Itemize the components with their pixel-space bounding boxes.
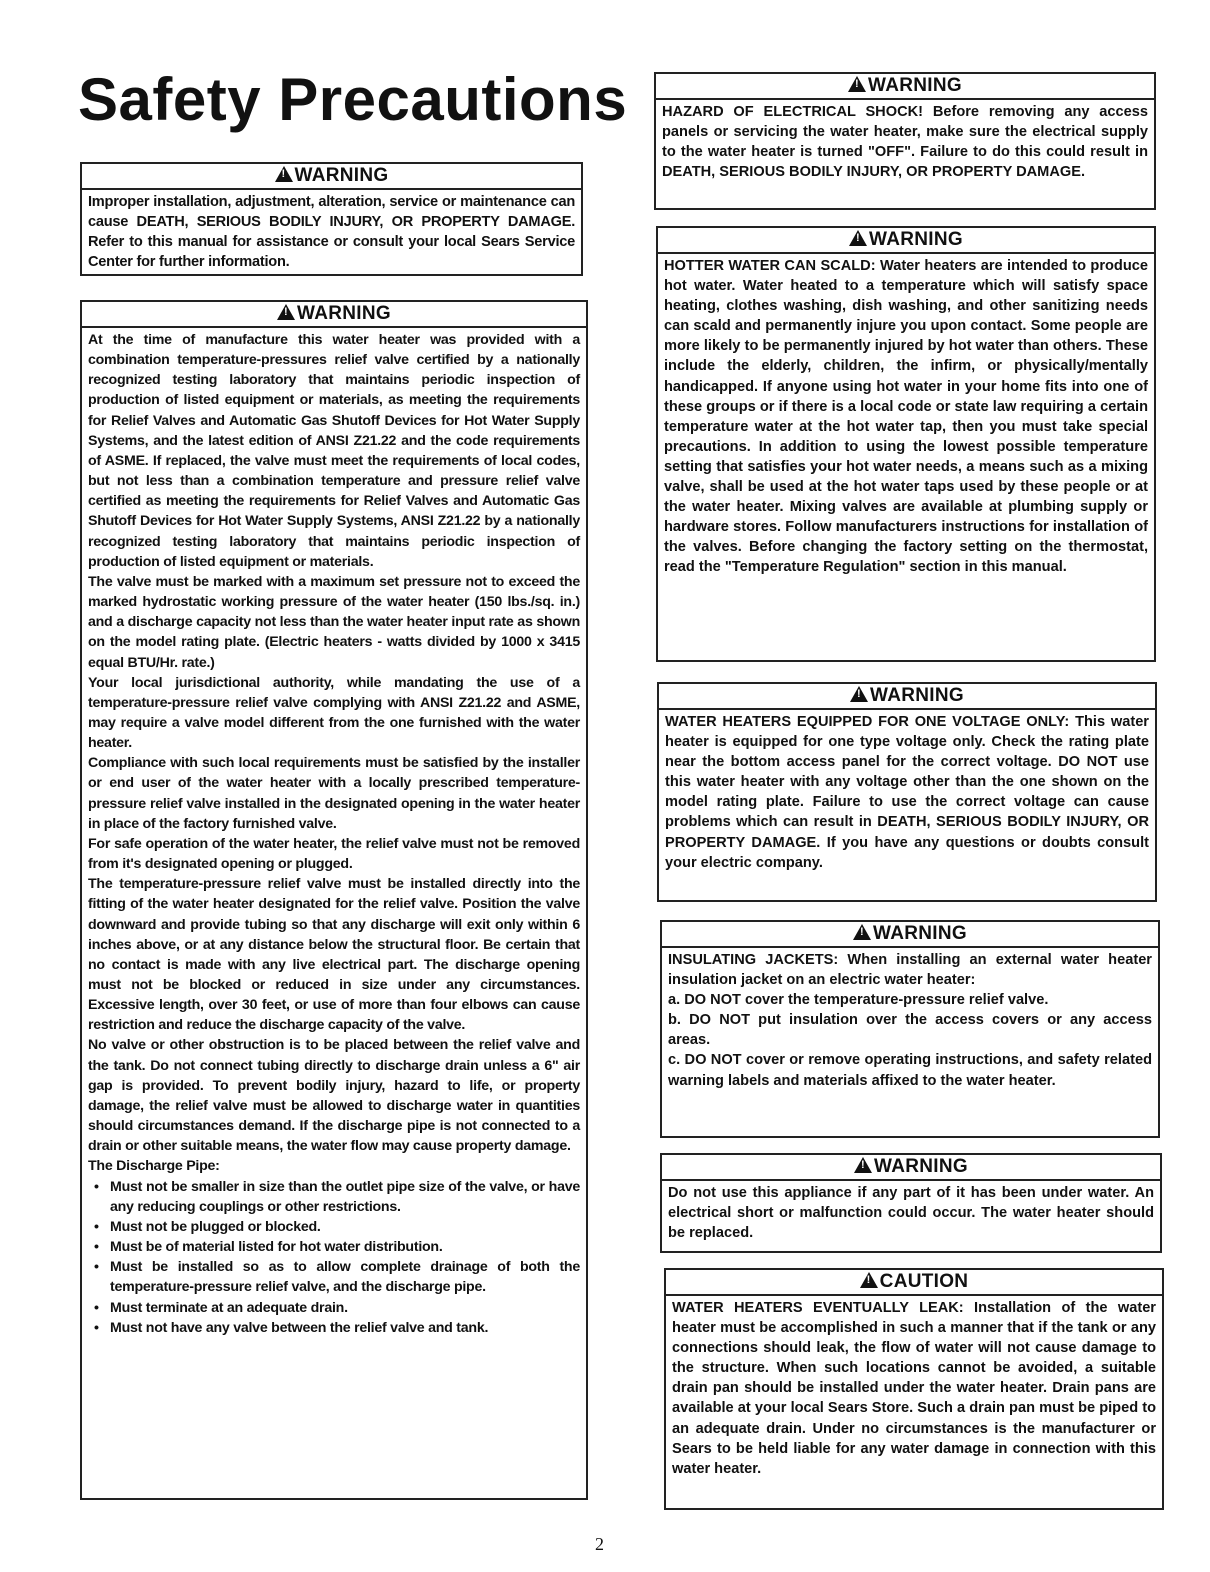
paragraph: The Discharge Pipe: <box>88 1158 220 1175</box>
warning-box-relief-valve <box>80 300 588 1500</box>
warning-triangle-icon <box>849 230 867 246</box>
warning-box-installation <box>80 162 583 276</box>
warning-box-electrical-shock <box>654 72 1156 210</box>
warning-text: INSULATING JACKETS: When installing an external water heater insulation jacket on an electric water heater: a. DO NOT cover the temperature-pressure relief valve. b. DO NOT put insulation over the access covers or any access areas. c. DO NOT cover or remove operating instructions, and safety related warning labels and materials affixed to the water heater. <box>662 948 1158 1094</box>
page-title: Safety Precautions <box>78 66 628 133</box>
warning-box-voltage <box>657 682 1157 902</box>
warning-triangle-icon <box>277 304 295 320</box>
paragraph: The temperature-pressure relief valve must be installed directly into the fitting of the water heater designated for the relief valve. Position the valve downward and provide tubing so that any discharge will exit only within 6 inches above, or at any distance below the structural floor. Be certain that no contact is made with any live electrical part. The discharge opening must not be blocked or reduced in size under any circumstances. Excessive length, over 30 feet, or use of more than four elbows can cause restriction and reduce the discharge capacity of the valve. <box>88 876 580 1034</box>
list-item: • Must not have any valve between the relief valve and tank. <box>88 1318 580 1338</box>
warning-heading: !WARNING <box>658 228 1154 254</box>
warning-box-insulating-jackets <box>660 920 1160 1138</box>
warning-heading: !WARNING <box>82 164 581 190</box>
page-number: 2 <box>595 1534 604 1554</box>
caution-box-leak <box>664 1268 1164 1510</box>
list-item: • Must not be smaller in size than the outlet pipe size of the valve, or have any reducing couplings or other restrictions. <box>88 1177 580 1217</box>
list-item: • Must be of material listed for hot water distribution. <box>88 1237 580 1257</box>
warning-text: Improper installation, adjustment, alteration, service or maintenance can cause DEATH, SERIOUS BODILY INJURY, OR PROPERTY DAMAGE. Refer to this manual for assistance or consult your local Sears Service Center for further information. <box>88 194 575 271</box>
warning-text <box>82 328 586 1341</box>
paragraph: The valve must be marked with a maximum set pressure not to exceed the marked hydrostatic working pressure of the water heater (150 lbs./sq. in.) and a discharge capacity not less than the water heater input rate as shown on the model rating plate. (Electric heaters - watts divided by 1000 x 3415 equal BTU/Hr. rate.) <box>88 573 580 671</box>
warning-box-scald <box>656 226 1156 662</box>
discharge-pipe-list <box>88 1177 580 1338</box>
caution-text: WATER HEATERS EVENTUALLY LEAK: Installation of the water heater must be accomplished in such a manner that if the tank or any connections should leak, the flow of water will not cause damage to the structure. When such locations cannot be avoided, a suitable drain pan should be installed under the water heater. Drain pans are available at your local Sears Store. Such a drain pan must be piped to an adequate drain. Under no circumstances is the manufacturer or Sears to be held liable for any water damage in connection with this water heater. <box>672 1300 1156 1477</box>
paragraph: For safe operation of the water heater, the relief valve must not be removed from it's designated opening or plugged. <box>88 835 580 873</box>
warning-heading: !WARNING <box>659 684 1155 710</box>
list-item: a. DO NOT cover the temperature-pressure relief valve. <box>668 992 1049 1009</box>
paragraph: At the time of manufacture this water heater was provided with a combination temperature-pressures relief valve certified by a nationally recognized testing laboratory that maintains periodic inspection of production of listed equipment or materials, as meeting the requirements for Relief Valves and Automatic Gas Shutoff Devices for Hot Water Supply Systems, and the latest edition of ANSI Z21.22 and the code requirements of ASME. If replaced, the valve must meet the requirements of local codes, but not less than a combination temperature and pressure relief valve certified as meeting the requirements for Relief Valves and Automatic Gas Shutoff Devices for Hot Water Supply Systems, ANSI Z21.22 by a nationally recognized testing laboratory that maintains periodic inspection of production of listed equipment or materials. <box>88 332 580 570</box>
caution-heading: !CAUTION <box>666 1270 1162 1296</box>
list-item: b. DO NOT put insulation over the access covers or any access areas. <box>668 1012 1152 1049</box>
caution-triangle-icon <box>860 1272 878 1288</box>
warning-heading: !WARNING <box>662 1155 1160 1181</box>
warning-heading: !WARNING <box>82 302 586 328</box>
warning-text: Do not use this appliance if any part of it has been under water. An electrical short or malfunction could occur. The water heater should be replaced. <box>668 1185 1154 1242</box>
warning-triangle-icon <box>853 924 871 940</box>
warning-heading: !WARNING <box>656 74 1154 100</box>
list-item: • Must not be plugged or blocked. <box>88 1217 580 1237</box>
paragraph: Compliance with such local requirements must be satisfied by the installer or end user of the water heater with a locally prescribed temperature-pressure relief valve installed in the designated opening in the water heater in place of the factory furnished valve. <box>88 755 580 832</box>
paragraph: No valve or other obstruction is to be placed between the relief valve and the tank. Do not connect tubing directly to discharge drain unless a 6" air gap is provided. To prevent bodily injury, hazard to life, or property damage, the relief valve must be allowed to discharge water in quantities should circumstances demand. If the discharge pipe is not connected to a drain or other suitable means, the water flow may cause property damage. <box>88 1037 580 1155</box>
list-item: • Must be installed so as to allow complete drainage of both the temperature-pressure relief valve, and the discharge pipe. <box>88 1257 580 1297</box>
warning-heading: !WARNING <box>662 922 1158 948</box>
warning-triangle-icon <box>854 1157 872 1173</box>
warning-triangle-icon <box>275 166 293 182</box>
warning-text: WATER HEATERS EQUIPPED FOR ONE VOLTAGE ONLY: This water heater is equipped for one type voltage only. Check the rating plate near the bottom access panel for the correct voltage. DO NOT use this water heater with any voltage other than the one shown on the model rating plate. Failure to use the correct voltage can cause problems which can result in DEATH, SERIOUS BODILY INJURY, OR PROPERTY DAMAGE. If you have any questions or doubts consult your electric company. <box>665 714 1149 871</box>
warning-triangle-icon <box>850 686 868 702</box>
list-item: c. DO NOT cover or remove operating instructions, and safety related warning labels and materials affixed to the water heater. <box>668 1052 1152 1089</box>
paragraph: Your local jurisdictional authority, while mandating the use of a temperature-pressure relief valve complying with ANSI Z21.22 and ASME, may require a valve model different from the one furnished with the water heater. <box>88 674 580 752</box>
warning-box-water-damage <box>660 1153 1162 1253</box>
warning-triangle-icon <box>848 76 866 92</box>
warning-text: HOTTER WATER CAN SCALD: Water heaters are intended to produce hot water. Water heated to a temperature which will satisfy space heating, clothes washing, dish washing, and other sanitizing needs can scald and permanently injure you upon contact. Some people are more likely to be permanently injured by hot water than others. These include the elderly, children, the infirm, or physically/mentally handicapped. If anyone using hot water in your home fits into one of these groups or if there is a local code or state law requiring a certain temperature water at the hot water tap, then you must take special precautions. In addition to using the lowest possible temperature setting that satisfies your hot water needs, a means such as a mixing valve, shall be used at the hot water taps used by these people or at the water heater. Mixing valves are available at plumbing supply or hardware stores. Follow manufacturers instructions for installation of the valves. Before changing the factory setting on the thermostat, read the "Temperature Regulation" section in this manual. <box>664 258 1148 576</box>
list-item: • Must terminate at an adequate drain. <box>88 1298 580 1318</box>
warning-text: HAZARD OF ELECTRICAL SHOCK! Before removing any access panels or servicing the water heater, make sure the electrical supply to the water heater is turned "OFF". Failure to do this could result in DEATH, SERIOUS BODILY INJURY, OR PROPERTY DAMAGE. <box>662 104 1148 181</box>
